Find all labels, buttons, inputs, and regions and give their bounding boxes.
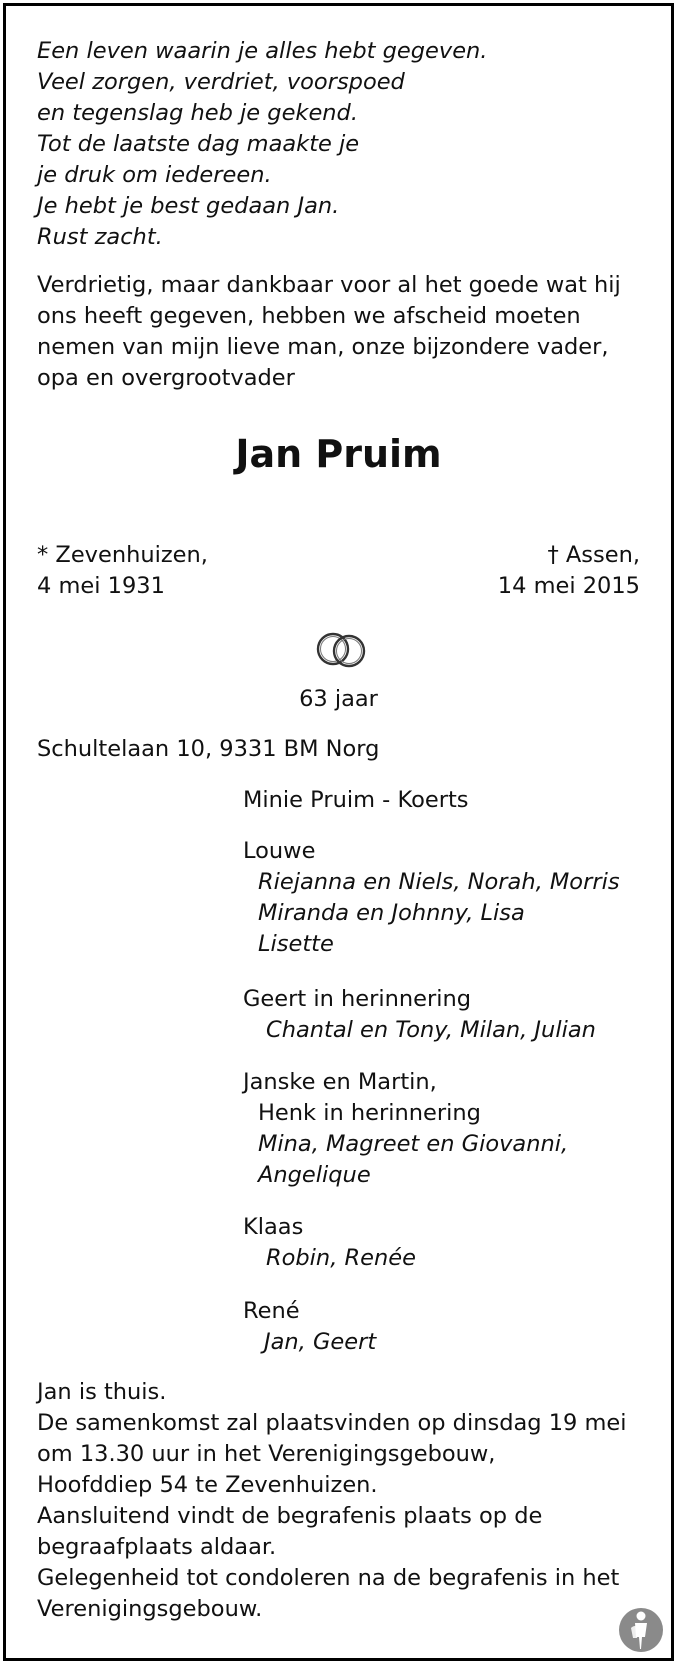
- intro-line: ons heeft gegeven, hebben we afscheid moeten: [37, 303, 581, 329]
- family-member: Henk in herinnering: [258, 1100, 481, 1126]
- grandchildren: Miranda en Johnny, Lisa: [258, 900, 525, 926]
- closing-line: Verenigingsgebouw.: [37, 1596, 263, 1622]
- poem-line: Je hebt je best gedaan Jan.: [37, 193, 340, 219]
- grandchildren: Lisette: [258, 931, 334, 957]
- grandchildren: Robin, Renée: [266, 1245, 416, 1271]
- wedding-rings-icon: [314, 628, 370, 672]
- grandchildren: Chantal en Tony, Milan, Julian: [266, 1017, 596, 1043]
- poem-line: Rust zacht.: [37, 224, 163, 250]
- family-member: Klaas: [243, 1214, 304, 1240]
- death-place: † Assen,: [547, 542, 640, 568]
- poem-line: Tot de laatste dag maakte je: [37, 131, 360, 157]
- grandchildren: Jan, Geert: [264, 1329, 377, 1355]
- closing-line: Gelegenheid tot condoleren na de begrafenis in het: [37, 1565, 620, 1591]
- family-member: Louwe: [243, 838, 316, 864]
- poem-line: Een leven waarin je alles hebt gegeven.: [37, 38, 488, 64]
- closing-line: Hoofddiep 54 te Zevenhuizen.: [37, 1472, 378, 1498]
- closing-line: De samenkomst zal plaatsvinden op dinsdag 19 mei: [37, 1410, 627, 1436]
- spouse: Minie Pruim - Koerts: [243, 787, 469, 813]
- intro-line: nemen van mijn lieve man, onze bijzondere vader,: [37, 334, 609, 360]
- birth-place: * Zevenhuizen,: [37, 542, 208, 568]
- grandchildren: Riejanna en Niels, Norah, Morris: [258, 869, 620, 895]
- family-member: Janske en Martin,: [243, 1069, 437, 1095]
- address: Schultelaan 10, 9331 BM Norg: [37, 736, 380, 762]
- grandchildren: Angelique: [258, 1162, 371, 1188]
- closing-line: om 13.30 uur in het Verenigingsgebouw,: [37, 1441, 496, 1467]
- family-member: Geert in herinnering: [243, 986, 472, 1012]
- closing-line: Aansluitend vindt de begrafenis plaats op de: [37, 1503, 543, 1529]
- birth-date: 4 mei 1931: [37, 573, 165, 599]
- poem-line: en tegenslag heb je gekend.: [37, 100, 358, 126]
- death-date: 14 mei 2015: [497, 573, 640, 599]
- poem-line: je druk om iedereen.: [37, 162, 272, 188]
- logo-figure-icon: [617, 1604, 665, 1656]
- grandchildren: Mina, Magreet en Giovanni,: [258, 1131, 569, 1157]
- poem-line: Veel zorgen, verdriet, voorspoed: [37, 69, 405, 95]
- family-member: René: [243, 1298, 300, 1324]
- closing-line: Jan is thuis.: [37, 1379, 167, 1405]
- marriage-years: 63 jaar: [299, 686, 378, 712]
- deceased-name: Jan Pruim: [235, 432, 442, 476]
- intro-line: opa en overgrootvader: [37, 365, 295, 391]
- intro-line: Verdrietig, maar dankbaar voor al het goede wat hij: [37, 272, 621, 298]
- closing-line: begraafplaats aldaar.: [37, 1534, 277, 1560]
